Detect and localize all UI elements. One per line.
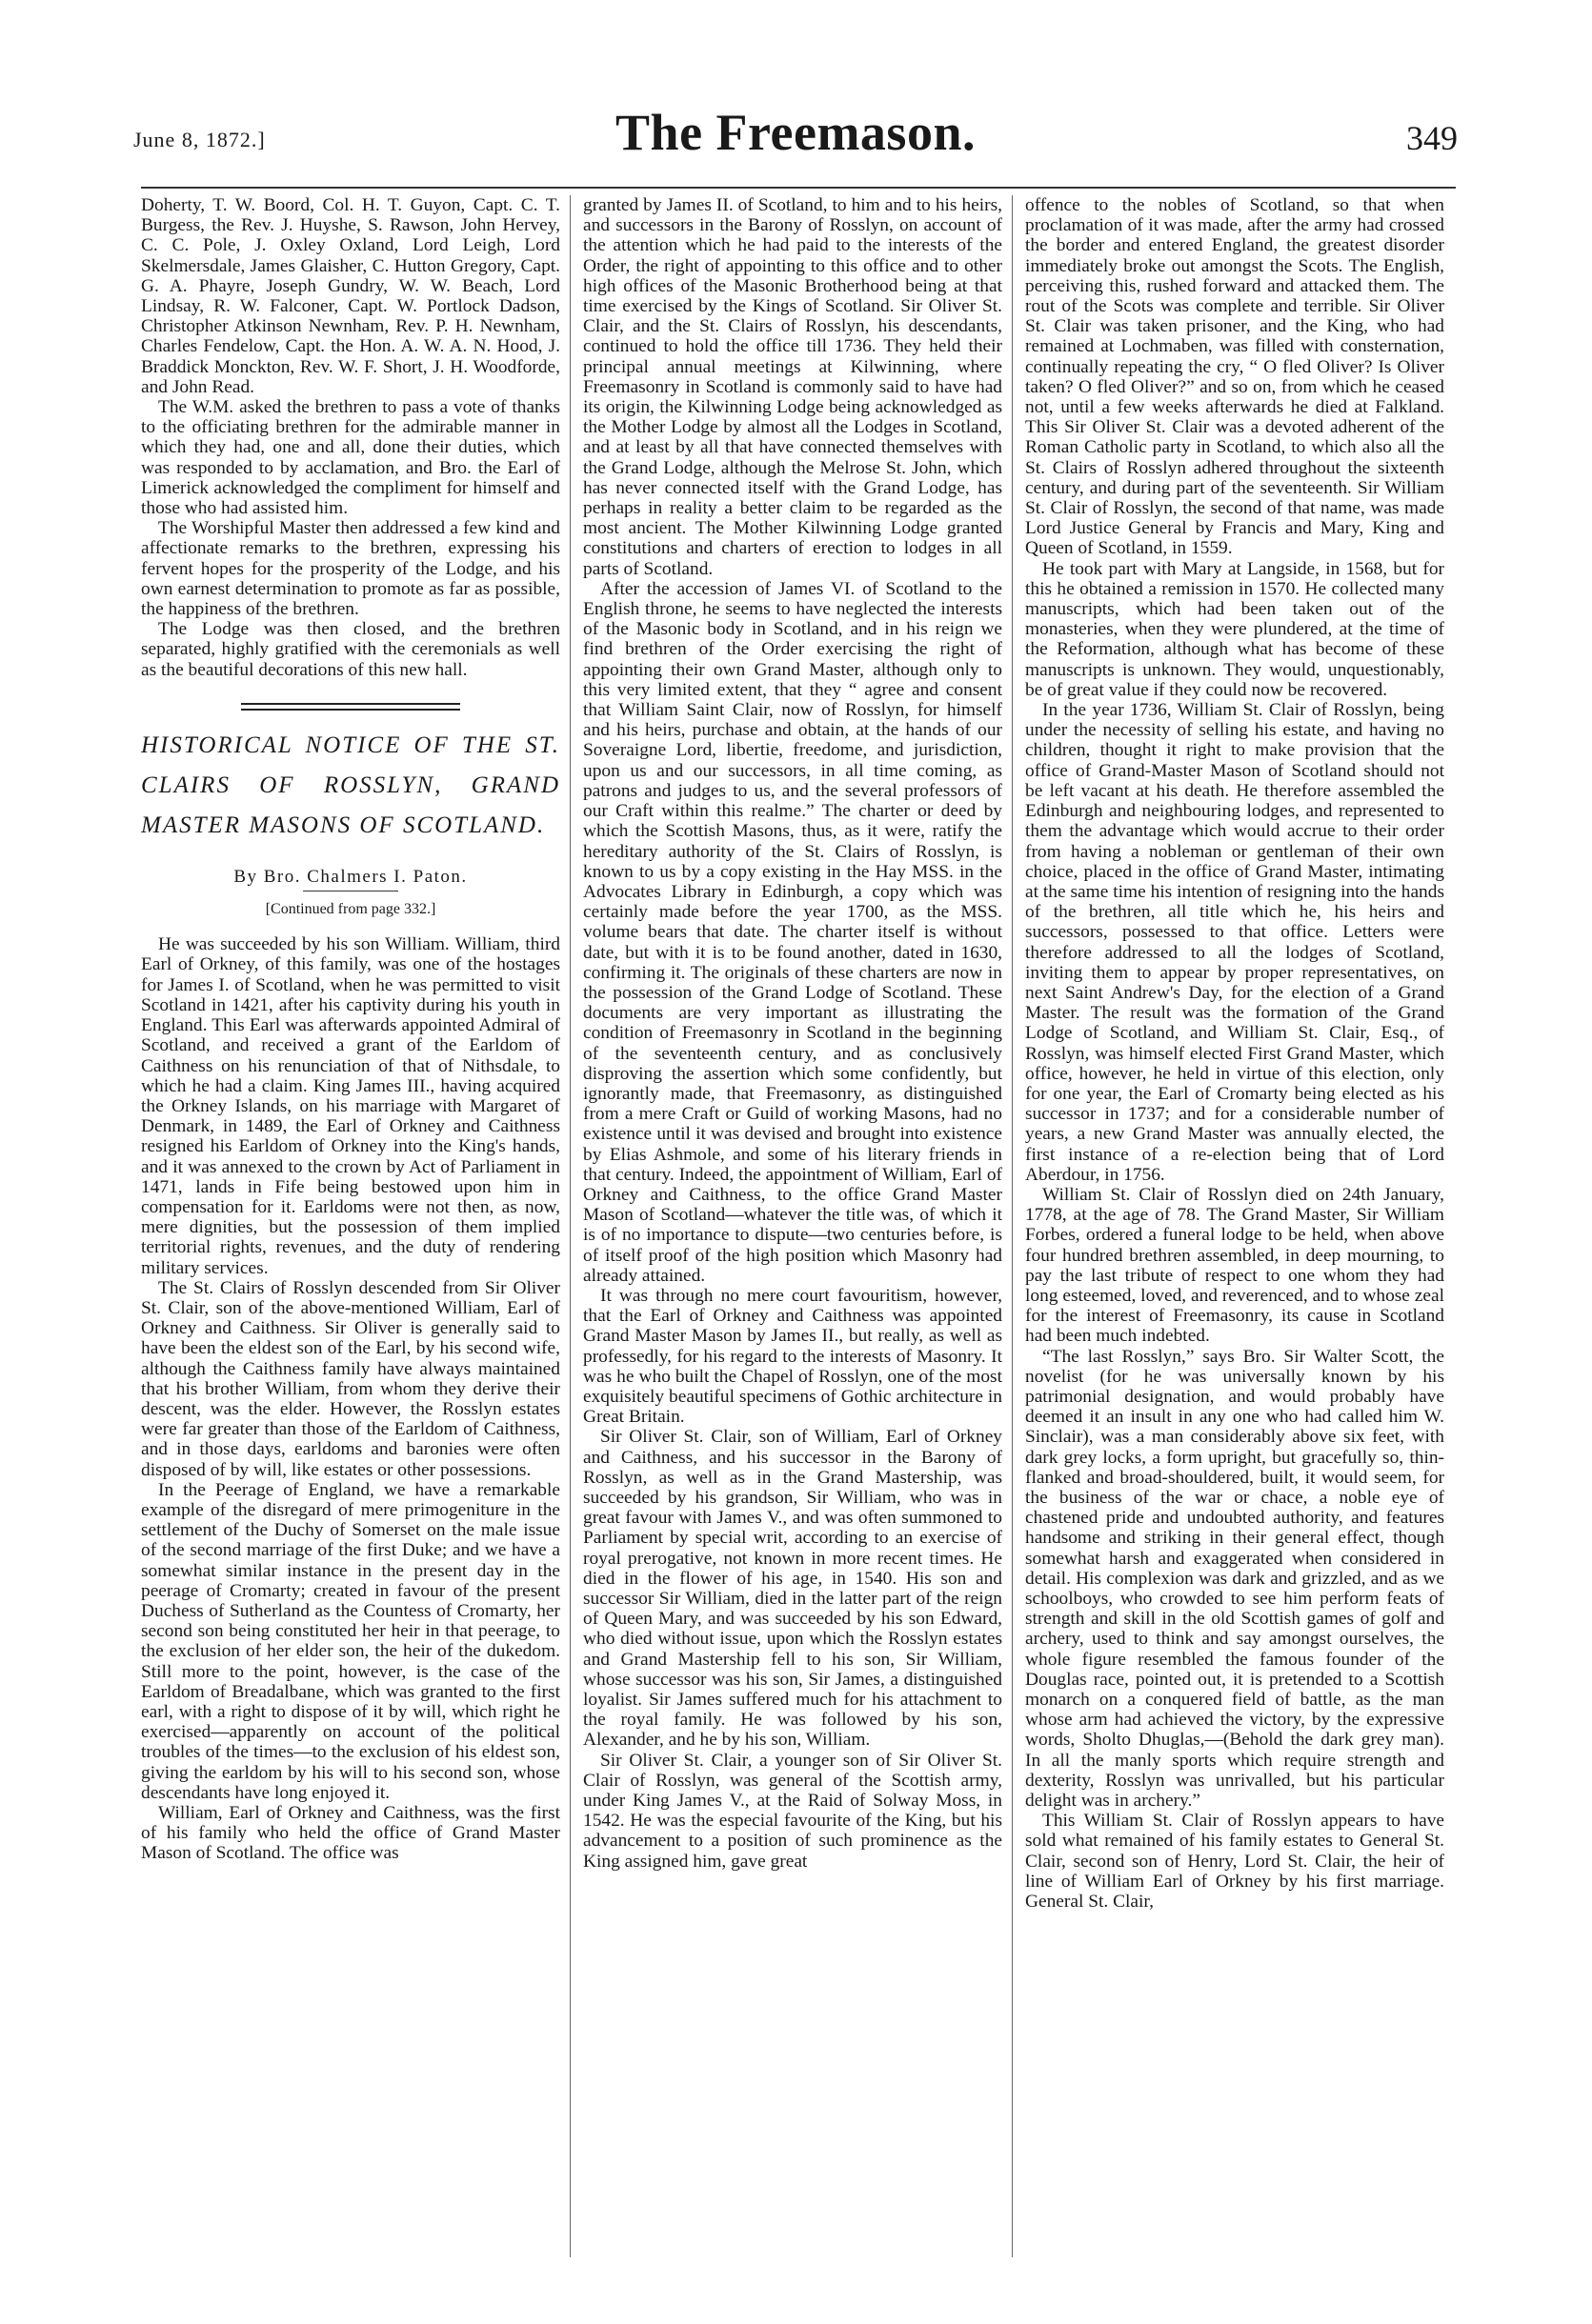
paragraph-lodge-closed: The Lodge was then closed, and the brethren separated, highly gratified with the ceremonials as well as the beautiful decorations of this new hall. — [141, 619, 560, 680]
masthead — [133, 103, 1458, 179]
continued-note: [Continued from page 332.] — [265, 901, 436, 918]
paragraph-favouritism: It was through no mere court favouritism, however, that the Earl of Orkney and Caithness was appointed Grand Master Mason by James II., but really, as well as professedly, for his regard to the interests of Masonry. It was he who built the Chapel of Rosslyn, one of the most exquisitely beautiful specimens of Gothic architecture in Great Britain. — [583, 1285, 1002, 1428]
page-number: 349 — [1406, 119, 1458, 157]
article-title: HISTORICAL NOTICE OF THE ST. CLAIRS OF ROSSLYN, GRAND MASTER MASONS OF SCOTLAND. — [141, 731, 560, 838]
header-rule — [141, 187, 1456, 189]
article-byline: By Bro. Chalmers I. Paton. — [233, 866, 468, 887]
paragraph-sir-oliver: Sir Oliver St. Clair, son of William, Earl of Orkney and Caithness, and his successor in the Barony of Rosslyn, as well as in the Grand Mastership, was succeeded by his grandson, Sir William, who was in great favour with James V., and was often summoned to Parliament by special writ, according to an exercise of royal prerogative, not known in more recent times. He died in the flower of his age, in 1540. His son and successor Sir William, died in the latter part of the reign of Queen Mary, and was succeeded by his son Edward, who died without issue, upon which the Rosslyn estates and Grand Mastership fell to his son, Sir William, whose successor was his son, Sir James, a distinguished loyalist. Sir James suffered much for his attachment to the royal family. He was followed by his son, Alexander, and he by his son, William. — [583, 1427, 1002, 1751]
paragraph-james-vi: After the accession of James VI. of Scotland to the English throne, he seems to have neglected the interests of the Masonic body in Scotland, and in his reign we find brethren of the Order exercising the right of appointing their own Grand Master, although only to this very limited extent, that they “ agree and consent that William Saint Clair, now of Rosslyn, for himself and his heirs, purchase and obtain, at the hands of our Soveraigne Lord, libertie, freedome, and jurisdiction, upon us and our successors, in all time coming, as patrons and judges to us, and the several professors of our Craft within this realme.” The charter or deed by which the Scottish Masons, thus, as it were, ratify the hereditary authority of the St. Clairs of Rosslyn, is known to us by a copy existing in the Hay MSS. in the Advocates Library in Edinburgh, a copy which was certainly made before the year 1700, as the MSS. volume bears that date. The charter itself is without date, but with it is to be found another, dated in 1630, confirming it. The originals of these charters are now in the possession of the Grand Lodge of Scotland. These documents are very important as illustrating the condition of Freemasonry in Scotland in the beginning of the seventeenth century, and as conclusively disproving the assertion which some confidently, but ignorantly made, that Freemasonry, as distinguished from a mere Craft or Guild of working Masons, had no existence until it was devised and brought into existence by Elias Ashmole, and some of his literary friends in that century. Indeed, the appointment of William, Earl of Orkney and Caithness, to the office Grand Master Mason of Scotland—whatever the title was, of which it is of no importance to dispute—two centuries before, is of itself proof of the high position which Masonry had already attained. — [583, 578, 1002, 1286]
paragraph-grand-master: William, Earl of Orkney and Caithness, was the first of his family who held the office of Grand Master Mason of Scotland. The office was — [141, 1803, 560, 1864]
column-1 — [141, 195, 560, 2253]
paragraph-names-continued: Doherty, T. W. Boord, Col. H. T. Guyon, Capt. C. T. Burgess, the Rev. J. Huyshe, S. Rawson, John Hervey, C. C. Pole, J. Oxley Oxland, Lord Leigh, Lord Skelmersdale, James Glaisher, C. Hutton Gregory, Capt. G. A. Phayre, Joseph Gundry, W. W. Beach, Lord Lindsay, R. W. Falconer, Capt. W. Portlock Dadson, Christopher Atkinson Newnham, Rev. P. H. Newnham, Charles Fendelow, Capt. the Hon. A. W. A. N. Hood, J. Braddick Monckton, Rev. W. F. Short, J. H. Woodforde, and John Read. — [141, 195, 560, 397]
paragraph-william-earl: He was succeeded by his son William. William, third Earl of Orkney, of this family, was one of the hostages for James I. of Scotland, when he was permitted to visit Scotland in 1421, after his captivity during his youth in England. This Earl was afterwards appointed Admiral of Scotland, and received a grant of the Earldom of Caithness on his renunciation of that of Nithsdale, to which he had a claim. King James III., having acquired the Orkney Islands, on his marriage with Margaret of Denmark, in 1489, the Earl of Orkney and Caithness resigned his Earldom of Orkney into the King's hands, and it was annexed to the crown by Act of Parliament in 1471, lands in Fife being bestowed upon him in compensation for it. Earldoms were not then, as now, mere dignities, but the possession of them implied territorial rights, revenues, and the duty of rendering military services. — [141, 934, 560, 1278]
paragraph-1736: In the year 1736, William St. Clair of Rosslyn, being under the necessity of selling his estate, and having no children, thought it right to make provision that the office of Grand-Master Mason of Scotland should not be left vacant at his death. He therefore assembled the Edinburgh and neighbouring lodges, and represented to them the advantage which would accrue to their order from having a nobleman or gentleman of their own choice, placed in the office of Grand Master, intimating at the same time his intention of resigning into the hands of the brethren, all title which he, his heirs and successors, possessed to that office. Letters were therefore addressed to all the lodges of Scotland, inviting them to appear by proper representatives, on next Saint Andrew's Day, for the election of a Grand Master. The result was the formation of the Grand Lodge of Scotland, and William St. Clair, Esq., of Rosslyn, was himself elected First Grand Master, which office, however, he held in virtue of this election, only for one year, the Earl of Cromarty being elected as his successor in 1737; and for a considerable number of years, a new Grand Master was annually elected, the first instance of a re-election being that of Lord Aberdour, in 1756. — [1025, 700, 1444, 1185]
paragraph-offence: offence to the nobles of Scotland, so that when proclamation of it was made, after the army had crossed the border and entered England, the greatest disorder immediately broke out amongst the Scots. The English, perceiving this, rushed forward and attacked them. The rout of the Scots was complete and terrible. Sir Oliver St. Clair was taken prisoner, and the King, who had remained at Lochmaben, was filled with consternation, continually repeating the cry, “ O fled Oliver? Is Oliver taken? O fled Oliver?” and so on, from which he ceased not, until a few weeks afterwards he died at Falkland. This Sir Oliver St. Clair was a devoted adherent of the Roman Catholic party in Scotland, to which also all the St. Clairs of Rosslyn adhered throughout the sixteenth century, and during part of the seventeenth. Sir William St. Clair of Rosslyn, the second of that name, was made Lord Justice General by Francis and Mary, King and Queen of Scotland, in 1559. — [1025, 195, 1444, 559]
paragraph-langside: He took part with Mary at Langside, in 1568, but for this he obtained a remission in 1570. He collected many manuscripts, which had been taken out of the monasteries, when they were plundered, at the time of the Reformation, although what has become of these manuscripts is unknown. They would, unquestionably, be of great value if they could now be recovered. — [1025, 558, 1444, 700]
paragraph-granted: granted by James II. of Scotland, to him and to his heirs, and successors in the Barony of Rosslyn, on account of the attention which he had paid to the interests of the Order, the right of appointing to this office and to other high offices of the Masonic Brotherhood being at that time exercised by the Kings of Scotland. Sir Oliver St. Clair, and the St. Clairs of Rosslyn, his descendants, continued to hold the office till 1736. They held their principal annual meetings at Kilwinning, where Freemasonry in Scotland is commonly said to have had its origin, the Kilwinning Lodge being acknowledged as the Mother Lodge by almost all the Lodges in Scotland, and at least by all that have connected themselves with the Grand Lodge, although the Melrose St. John, which has never connected itself with the Grand Lodge, has perhaps in reality a better claim to be regarded as the most ancient. The Mother Kilwinning Lodge granted constitutions and charters of erection to lodges in all parts of Scotland. — [583, 195, 1002, 579]
paragraph-died: William St. Clair of Rosslyn died on 24th January, 1778, at the age of 78. The Grand Master, Sir William Forbes, ordered a funeral lodge to be held, when above four hundred brethren assembled, in deep mourning, to pay the last tribute of respect to one whom they had long esteemed, loved, and reverenced, and to whose zeal for the interest of Freemasonry, its cause in Scotland had been much indebted. — [1025, 1184, 1444, 1347]
newspaper-title: The Freemason. — [615, 104, 976, 161]
byline-rule — [303, 891, 398, 892]
column-3 — [1025, 195, 1444, 2253]
paragraph-last-rosslyn: “The last Rosslyn,” says Bro. Sir Walter Scott, the novelist (for he was universally known by his patrimonial designation, and would probably have deemed it an insult in any one who had called him W. Sinclair), was a man considerably above six feet, with dark grey locks, a form upright, but gracefully so, thin-flanked and broad-shouldered, built, it would seem, for the business of the war or chace, a noble eye of chastened pride and undoubted authority, and features handsome and striking in their general effect, though somewhat harsh and exaggerated when considered in detail. His complexion was dark and grizzled, and as we schoolboys, who crowded to see him perform feats of strength and skill in the old Scottish games of golf and archery, used to think and say amongst ourselves, the whole figure resembled the famous founder of the Douglas race, pointed out, it is pretended to a Scottish monarch on a conquered field of battle, as the man whose arm had achieved the victory, by the expressive words, Sholto Dhuglas,—(Behold the dark grey man). In all the manly sports which require strength and dexterity, Rosslyn was unrivalled, but his particular delight was in archery.” — [1025, 1346, 1444, 1812]
paragraph-younger-son: Sir Oliver St. Clair, a younger son of Sir Oliver St. Clair of Rosslyn, was general of the Scottish army, under King James V., at the Raid of Solway Moss, in 1542. He was the especial favourite of the King, but his advancement to a position of such prominence as the King assigned him, gave great — [583, 1750, 1002, 1872]
column-2 — [583, 195, 1002, 2253]
paragraph-master-remarks: The Worshipful Master then addressed a few kind and affectionate remarks to the brethren, expressing his fervent hopes for the prosperity of the Lodge, and his own earnest determination to promote as far as possible, the happiness of the brethren. — [141, 518, 560, 620]
paragraph-descended: The St. Clairs of Rosslyn descended from Sir Oliver St. Clair, son of the above-mentioned William, Earl of Orkney and Caithness. Sir Oliver is generally said to have been the eldest son of the Earl, by his second wife, although the Caithness family have always maintained that his brother William, from whom they derive their descent, was the elder. However, the Rosslyn estates were far greater than those of the Earldom of Caithness, and in those days, earldoms and baronies were often disposed of by will, like estates or other possessions. — [141, 1277, 560, 1480]
column-divider-1 — [570, 195, 571, 2257]
section-separator — [241, 703, 460, 711]
issue-date: June 8, 1872.] — [133, 128, 266, 151]
paragraph-peerage: In the Peerage of England, we have a remarkable example of the disregard of mere primogeniture in the settlement of the Duchy of Somerset on the male issue of the second marriage of the first Duke; and we have a somewhat similar instance in the present day in the peerage of Cromarty; created in favour of the present Duchess of Sutherland as the Countess of Cromarty, her second son being constituted her heir in that peerage, to the exclusion of her elder son, the heir of the dukedom. Still more to the point, however, is the case of the Earldom of Breadalbane, which was granted to the first earl, with a right to dispose of it by will, which right he exercised—apparently on account of the political troubles of the times—to the exclusion of his eldest son, giving the earldom by his will to his second son, whose descendants have long enjoyed it. — [141, 1479, 560, 1803]
paragraph-vote-of-thanks: The W.M. asked the brethren to pass a vote of thanks to the officiating brethren for the admirable manner in which they had, one and all, done their duties, which was responded to by acclamation, and Bro. the Earl of Limerick acknowledged the compliment for himself and those who had assisted him. — [141, 397, 560, 519]
column-divider-2 — [1012, 195, 1013, 2257]
paragraph-sold-estates: This William St. Clair of Rosslyn appears to have sold what remained of his family estates to General St. Clair, second son of Henry, Lord St. Clair, the heir of line of William Earl of Orkney by his first marriage. General St. Clair, — [1025, 1811, 1444, 1913]
